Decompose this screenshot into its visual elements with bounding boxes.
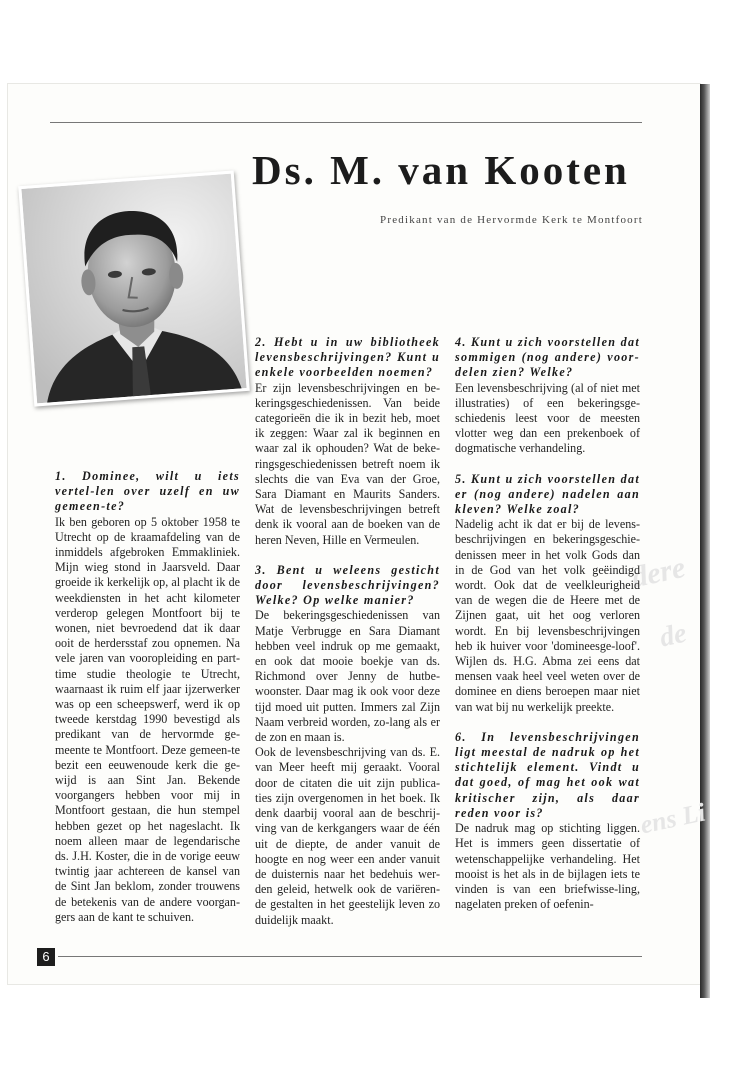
show-through-text: de xyxy=(656,617,690,654)
article-column-1 xyxy=(55,469,240,925)
bottom-rule xyxy=(58,956,642,957)
answer-paragraph: Ook de levensbeschrijving van ds. E. van Meer heeft mij geraakt. Vooral door de citaten die uit zijn publica-ties zijn overgenomen in het boek. Ik denk daarbij vooral aan de beschrij-ving van de kerkgangers waar de één uit de diepte, de ander vanuit de hoogte en nog weer een ander vanuit de duisternis naar het bedehuis wer-den geleid, hetwelk ook de variëren-de gestalten in het geestelijk leven zo duidelijk maakt. xyxy=(255,745,440,927)
page-title: Ds. M. van Kooten xyxy=(252,147,630,193)
page-spine xyxy=(700,84,710,998)
answer-paragraph: Er zijn levensbeschrijvingen en be-keringsgeschiedenissen. Van beide categorieën die ik in bezit heb, moet ik zeggen: Waar zal ik beginnen en waar zal ik ophouden? Wat de beke-ringsgeschiedenissen betreft noem ik slechts die van Eva van der Groe, Sara Diamant en Maurits Sanders. Wat de levensbeschrijvingen betreft denk ik vooral aan de boeken van de heren Neven, Hille en Vermeulen. xyxy=(255,380,440,547)
question-heading: 1. Dominee, wilt u iets vertel-len over uzelf en uw gemeen-te? xyxy=(55,469,240,514)
answer-paragraph: De bekeringsgeschiedenissen van Matje Verbrugge en Sara Diamant hebben veel indruk op me gemaakt, en ook dat mooie boekje van ds. Richmond over Jenny de hutbe-woonster. Daar mag ik ook voor deze tijd moed uit putten. Immers zal Zijn Naam verbreid worden, zo-lang als er de zon en maan is. xyxy=(255,608,440,745)
question-heading: 6. In levensbeschrijvingen ligt meestal de nadruk op het stichtelijk element. Vindt u dat goed, of mag het ook wat kritischer zijn, als daar reden voor is? xyxy=(455,729,640,820)
top-rule xyxy=(50,122,642,123)
article-column-2 xyxy=(255,335,440,928)
page-number: 6 xyxy=(37,948,55,966)
question-heading: 5. Kunt u zich voorstellen dat er (nog andere) nadelen aan kleven? Welke zoal? xyxy=(455,471,640,517)
article-column-3 xyxy=(455,335,640,912)
portrait-photo xyxy=(18,170,250,406)
answer-paragraph: Nadelig acht ik dat er bij de levens-beschrijvingen en bekeringsgeschie-denissen meer in het volk Gods dan in de God van het volk geëindigd wordt. Ook dat de veelkleurigheid van de wegen die de Heere met de Zijnen gaat, uit het oog verloren wordt. En bij levensbeschrijvingen heb ik huiver voor 'domineesge-loof'. Wijlen ds. H.G. Abma zei eens dat mensen vaak heel veel weten over de dominee en diens beroepen maar niet van wat bij nu werkelijk preekte. xyxy=(455,517,640,714)
show-through-text: ens Li xyxy=(637,797,708,840)
page-subtitle: Predikant van de Hervormde Kerk te Montfoort xyxy=(380,214,643,226)
question-heading: 2. Hebt u in uw bibliotheek levensbeschrijvingen? Kunt u enkele voorbeelden noemen? xyxy=(255,335,440,380)
answer-paragraph: Ik ben geboren op 5 oktober 1958 te Utrecht op de kraamafdeling van de inmiddels afgebroken Emmakliniek. Mijn wieg stond in Jaarsveld. Daar groeide ik kerkelijk op, al placht ik de weekdiensten in het acht kilometer verderop gelegen Montfoort bij te wonen, niet bevroedend dat ik daar ooit de herdersstaf zou opnemen. Na vele jaren van vooropleiding en part-time studie theologie te Utrecht, waarnaast ik ruim elf jaar ijzerwerker was op een scheepswerf, werd ik op tweede kerstdag 1990 bevestigd als predikant van de hervormde ge-meente te Montfoort. Deze gemeen-te bezit een eeuwenoude kerk die ge-wijd is aan Sint Jan. Bekende voorgangers hebben voor mij in Montfoort gestaan, die hun stempel hebben gezet op het nageslacht. Ik noem alleen maar de legendarische ds. J.H. Koster, die in de vorige eeuw twintig jaar achtereen de kansel van de Sint Jan beklom, zonder trouwens de betekenis van de andere voorgan-gers aan de kant te schuiven. xyxy=(55,514,240,924)
question-heading: 4. Kunt u zich voorstellen dat sommigen (nog andere) voor-delen zien? Welke? xyxy=(455,335,640,380)
question-heading: 3. Bent u weleens gesticht door levensbeschrijvingen? Welke? Op welke manier? xyxy=(255,562,440,608)
answer-paragraph: De nadruk mag op stichting liggen. Het is immers geen dissertatie of wetenschappelijke verhandeling. Het mooist is het als in de bijlagen iets te vinden is van een briefwisse-ling, nagelaten preken of oefenin- xyxy=(455,821,640,912)
show-through-text: dere xyxy=(629,550,689,595)
answer-paragraph: Een levensbeschrijving (al of niet met illustraties) of een bekeringsge-schiedenis leest voor de meesten vlotter weg dan een prekenboek of dogmatische verhandeling. xyxy=(455,380,640,456)
